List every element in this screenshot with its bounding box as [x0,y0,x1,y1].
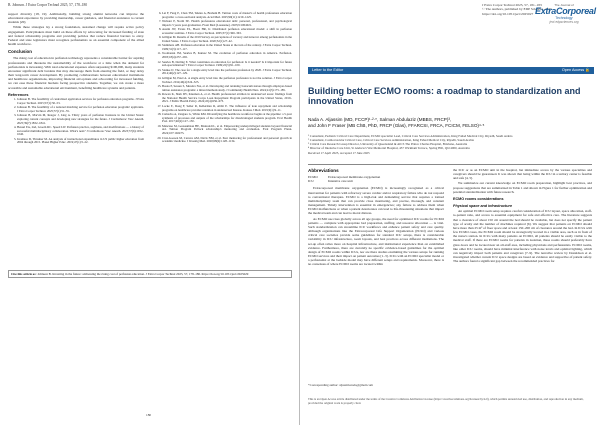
reference-item: 13. Stanke JJ. The case for a single entry level into the perfusion profession by 2020. J Extra Corpor Technol. 2014;46(2):127–129. [162,69,292,77]
reference-item: 12. Searles B, Darling E. What constitutes an education for perfusion: Is it needed? Is it important for future sub-specialization? J Extra Corpor Technol. 1999;22(3):91–100. [162,61,292,69]
reference-item: 18. Camacho A, Zangaro G, White KM. Diversifying the healthcare workforce begins at the pipeline: a 5-year synthesis of processes and outputs of the scholarships for disadvantaged students program. Eval Health Prof. 2017;40(2):127–150. [162,113,292,124]
reference-item: 16. Rowan K, Shah DV, Knudsen A, et al. Health professional attrition in underserved areas: findings from the National Health Service Corps Loan Repayment Program participants in the United States, 2019–2021. J Public Health Policy. 2024;45(4):656–673. [162,93,292,104]
authors [308,117,592,129]
open-access-badge: Open Access 🔓 [561,68,590,72]
reference-item: 8. Austin JW, Evans EL, Hoerr HR, Jr. Distributed perfusion educational model: a shift in perfusion economic realities. J Extra Corpor Technol. 2005;37(1):360–363. [162,28,292,36]
left-column-1 [8,12,144,146]
body-paragraph: As ECMO use rises globally across all age groups, the need for optimized ICU rooms for ECMO patients — complete with appropriate bed preparation, staffing, and resource allocation — is vital. Such standardization can streamline ICU workflows and enhance patient safety and care quality. Although organizations like the Extracorporeal Life Support Organization (ELSO) and various critical care societies provide some guidelines for standard ICU setups, there is considerable variability in ICU infrastructure, room layouts, and best practices across different institutions. The set-up often relies more on hospital infrastructure, and institutional experience than on established evidence. Furthermore, there are currently no specific evidence-based guidelines for the optimal design of ECMO rooms within ICUs, nor are there studies examining the various setups for running ECMO services and their impact on patient outcomes [1–3]. ICUs with an ECMO specialist model or a perfusionist at the bedside model may have different setups and requirements. Moreover, there is no consensus of where ECMO rooms are located within [308,216,444,267]
reference-item: 5. Iwamasa D, Thrasher M. An analysis of instructional expenditures in US public higher education from 2004 through 2015. Planet Higher Educ. 2019;47(1):5–22. [17,138,144,146]
authors-line-1: Nada A. Aljassim (MD, FCCP)¹·²·*, Salman Abdulaziz (MBBS, FRCP)³, [308,117,452,122]
reference-item: 14. Gilligan M, Patel A. A single entry level into the perfusion profession is not the solution. J Extra Corpor Technol. 2014;46(4):324–325. [162,77,292,85]
right-page [300,0,600,425]
body-paragraph: While these strategies lay a strong foundation, sustained change will require active policy engagement. Policymakers must build on these efforts by advocating for increased funding of state and federal scholarship programs and providing policies that reduce financial barriers to entry. Federal and state legislators must recognize perfusionists as an essential component of the allied health workforce. [8,25,144,47]
corresponding-author: *Corresponding author: aljassim.nada@gmail.com [308,383,373,387]
references-list-1 [8,98,144,145]
abbreviations-heading: Abbreviations [308,168,339,173]
open-lock-icon: 🔓 [585,68,590,72]
journal-logo [535,3,596,24]
divider [308,164,592,165]
section-heading: ECMO rooms considerations [453,196,504,201]
journal-citation: J Extra Corpor Technol 2025, 57, 181–183 [482,3,542,7]
conclusion-heading: Conclusion [8,49,32,55]
logo-url[interactable]: ject.edpsciences.org [549,20,579,24]
body-paragraph: An optimal ECMO room setup requires careful consideration of ICU layout, space allocation, staff-to-patient ratio, and access to essential equipment for safe and effective care. The literature suggests that a clearance of about 150 cm around the bed should be available, but does not specify the patient type of acuity and the number of machines required [6]. We suggest that patients on ECMO should have more than 25 m² of floor space and at least 150–200 cm of clearance around the bed. In ICUs with few ECMO cases, the ECMO room should be strategically located in a visible area, such as in front of the nurse's station. In ICUs with many patients on ECMO, all patients should be easily visible to the medical staff. If there are ECMO rooms for patients in isolation, these rooms should preferably have glass doors and be located near an all-staff area, including physicians and perfusionists. ECMO rooms, like other ICU rooms, should have minimal interference with noise levels and optimal lighting, which can negatively impact both patients and caregivers [7–9]. The narrative review by Donaldson et al. investigated whether current ICU space designs are based on evidence and supportive of patient safety. The authors found a significant gap between the recommended practices for [453,209,592,264]
cite-box [8,270,292,278]
body-paragraph: the ICU or as an ECMO unit in the hospital, but immediate access by the various specialties and caregivers should be guaranteed. It was shown that being within the ICU in a tertiary center is feasible and safe [4, 5]. [453,168,592,181]
conclusion-paragraph: The rising cost of education in perfusion technology represents a considerable barrier for aspiring professionals and threatens the sustainability of the workforce at a time when the demand for perfusionists is increasing. With total educational expenses often surpassing $100,000, many students encounter significant debt burdens that may discourage them from entering the field, or may delay their long-term career development. By promoting collaborations between educational institutions and healthcare organizations, improving financial aid options and advocating for increased funding, we can ease these financial burdens facing prospective students. Together, we can create a more accessible and sustainable educational environment, benefiting healthcare systems and patients. [8,56,144,90]
subsection-heading: Physical space and infrastructure [453,204,513,209]
cite-box-text[interactable]: Johnson B. Investing in the future: addressing the rising cost of perfusion education. J Extra Corpor Technol 2025, 57, 178–180. https://doi.org/10.1051/ject/2025029 [37,272,249,276]
authors-line-2: and John F Fraser (MB ChB, PhD, FRCP (Glas), FFARCSI, FRCA, FCICM, FELSO)⁴·⁵ [308,123,485,128]
affiliation: ¹ Consultant, Pediatric Critical Care Department, ECMO specialist Lead, Critical Care Services Administration, King Fahad Medical City, Riyadh, Saudi Arabia [308,134,513,138]
reference-item: 2. Johnson B. The feasibility of a national matching service for perfusion education programs' applicants. J Extra Corpor Technol. 2025;57(1):51–55. [17,106,144,114]
running-head: B. Johnson. J Extra Corpor Technol 2025, 57, 178–180 [8,3,88,7]
abbreviation-row: ICU Intensive care unit [308,179,353,184]
reference-item: 7. Webster P, North SE. Health professions educational debt: personal, professional, and psychological impacts 5 years post-graduation. Front Med (Lausanne). 2023;9:1004021. [162,20,292,28]
reference-item: 15. Bosna P, Sessen S, Moreira NA, et al. Developing and retaining bonacum nurses through employer-based tuition assistance programs: a mixed methods study. J Community Health Nurs. 2024;41(3):175–185. [162,85,292,93]
received-dates: Received 17 April 2025, Accepted 17 June 2025 [308,151,370,155]
right-column-2 [453,168,592,264]
journal-doi[interactable]: https://doi.org/10.1051/ject/2025027 [482,11,534,16]
body-paragraph: We summarize our current knowledge on ECMO room preparation, highlight best practices, and propose suggestions that are summarized in Table 1 and shown in Figure 1 for further optimization and potential standardization with future research. [453,181,592,194]
references-list-2 [153,12,292,144]
article-type: Letter to the Editor [312,68,344,72]
references-heading: References [8,92,29,97]
abbreviation-row: ECMO Extracorporeal membrane oxygenation [308,175,381,180]
logo-top: The Journal of [554,3,574,7]
reference-item: 10. Stammers AH. Perfusion education in the United States at the turn of the century. J Extra Corpor Technol. 1999;31(3):117–117. [162,44,292,52]
reference-item: 1. Johnson B. The feasibility of centralized application services for perfusion education programs. J Extra Corpor Technol. 2025;57(1):50–53. [17,98,144,106]
license-footer: This is an Open Access article distributed under the terms of the Creative Commons Attribution License (https://creativecommons.org/licenses/by/4.0), which permits unrestricted use, distribution, and reproduction in any medium, provided the original work is properly cited. [308,397,584,405]
reference-item: 9. Gilligan M. Results of the 2019 Survey on perceptions of vacancy and turnover among perfusionists in the United States. J Extra Corpor Technol. 2020;52(1):27–42. [162,36,292,44]
affiliation: ³ Critical Care Research Group Director, University of Queensland & AICS The Prince Charles Hospital, Brisbane, Australia [308,142,468,146]
affiliations [308,134,592,155]
article-type-banner [308,67,594,74]
body-paragraph: Extracorporeal membrane oxygenation (ECMO) is increasingly recognized as a critical intervention for patients with refractory severe cardiac and/or respiratory failure who do not respond to conventional therapies. ECMO is a high-risk and demanding service that requires a trained multidisciplinary team that can provide close monitoring, and precise, thorough, and constant management. Timely intervention is essential in emergencies; any failure to address them when ECMO malfunctions or when a patient deteriorates can lead to life-threatening situations that impact the medical team and can lead to moral distress. [308,186,444,216]
body-paragraph: support diversity [18, 19]. Additionally, building strong alumni networks can improve the educational experience by providing mentorship, career guidance, and financial assistance to current students [20]. [8,12,144,25]
cite-box-label: Cite this article as: [11,272,37,276]
reference-item: 6. Lai F, Fang E, Chan TM, Tekian A, Braham H. Tuition costs of master's of health professions education programs: a cross-sectional analysis. Acad Med. 2025;99(11):1219–1225. [162,12,292,20]
logo-main: ExtraCorporeal [535,6,596,16]
right-column-1 [308,168,444,267]
reference-item: 3. Johnson B, Marvin M, Reagor J, Ling A. Thirty years of perfusion licensure in the United States: exploring current concepts and developing new strategies for the future. J Cardiothorac Vasc Anesth. 2025;39(7):1832–1841. [17,114,144,125]
page-number-left: 180 [146,413,152,417]
article-title: Building better ECMO rooms: a roadmap to standardization and innovation [308,86,581,106]
affiliation: ⁴ Director of Intensive Care Unit, St Andrew's War Memorial Hospital, 457 Wickham Terrace, Spring Hill, Qld 4000, Australia [308,146,470,150]
reference-item: 20. Cruz-Goosen M, Carrera AM, Davis NM, et al. Peer mentoring for professional and personal growth in academic medicine. J Investig Med. 2020;68(6):1128–1134. [162,137,292,145]
reference-item: 17. Locke E, Dong F, Seiler R, Kellerman R, Abbit E. The influence of loan repayment and scholarship programs on healthcare provider retention in underserved Kansas. Kansas J Med. 2019;9(1):9–11. [162,105,292,113]
reference-item: 4. Hessel EA, 2nd, Groom RC. Speed LW. Perfusion practice, regimens, and modifications — a history of successful multidisciplinary collaboration. What's next? J Cardiothorac Vasc Anesth. 2023;37(6):1032–1040. [17,126,144,137]
reference-item: 19. Mancuso M, Goussumzan HE, Mannoldi L, et al. Empowering underprivileged students beyond financial aid. Tuition Program Pollock scholarship's mentoring and evaluation. Eval Program Plann. 2024;107:102475. [162,125,292,136]
journal-copyright: © The Authors, published by EDP Sciences, 2025 [482,7,552,12]
reference-item: 11. Toomasian JM, Searles B, Kurusz M. The evolution of perfusion education in America. Perfusion. 2003;18(4):257–265. [162,52,292,60]
logo-sub: Technology [555,16,573,20]
left-column-2 [153,12,292,145]
affiliation: ² Consultant, Cardiovascular Critical Care, Critical Care Services Administration, King Fahad Medical City, Riyadh, Saudi Arabia [308,138,474,142]
